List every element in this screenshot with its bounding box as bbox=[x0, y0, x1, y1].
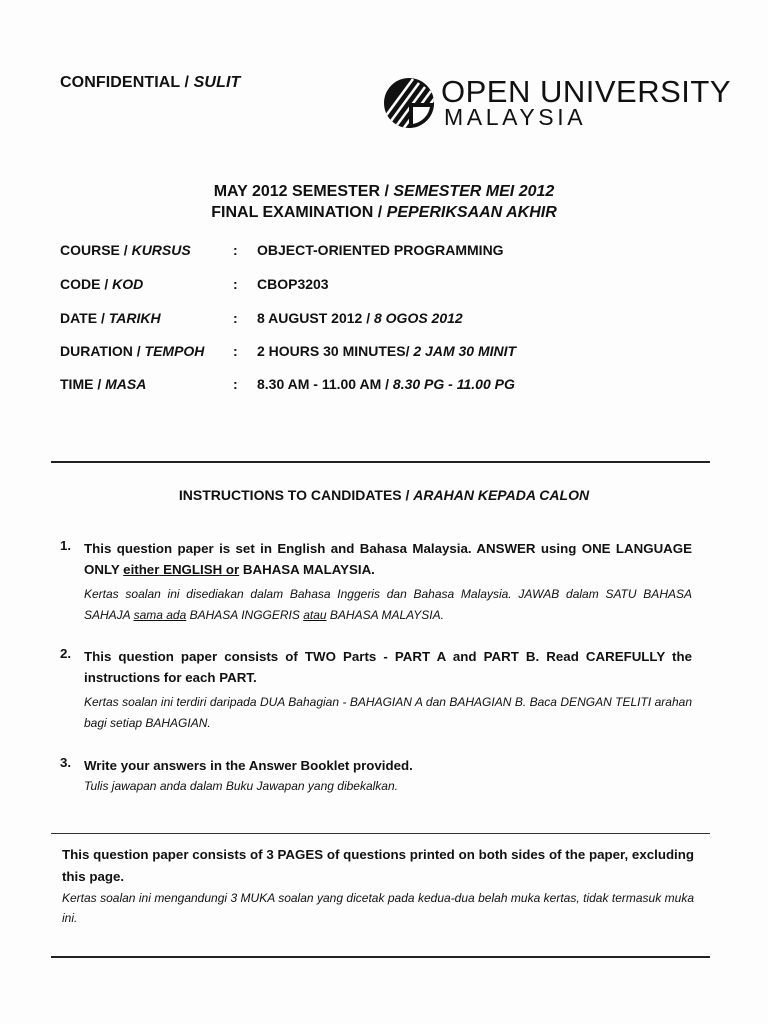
date-label-sep: / bbox=[97, 310, 109, 326]
code-colon: : bbox=[233, 276, 238, 292]
instruction-item-2 bbox=[60, 646, 692, 734]
code-label-sep: / bbox=[100, 276, 113, 292]
page-count-note-my: Kertas soalan ini mengandungi 3 MUKA soalan yang dicetak pada kedua-dua belah muka kertas, tidak termasuk muka ini. bbox=[62, 891, 694, 925]
instruction-item-3 bbox=[60, 755, 692, 797]
semester-my: SEMESTER MEI 2012 bbox=[393, 183, 555, 200]
code-value: CBOP3203 bbox=[257, 276, 329, 292]
logo-university-name: OPEN UNIVERSITY bbox=[441, 74, 731, 109]
date-value-sep: / bbox=[362, 310, 374, 326]
instruction-1-en-either: either bbox=[123, 562, 160, 577]
instruction-1-my-part-b: BAHASA INGGERIS bbox=[186, 608, 304, 622]
course-label-en: COURSE bbox=[60, 242, 120, 258]
time-value-sep: / bbox=[381, 376, 393, 392]
duration-colon: : bbox=[233, 343, 238, 359]
divider-top bbox=[51, 461, 710, 463]
course-value: OBJECT-ORIENTED PROGRAMMING bbox=[257, 242, 504, 258]
date-value-en: 8 AUGUST 2012 bbox=[257, 310, 363, 326]
duration-label-my: TEMPOH bbox=[144, 343, 205, 359]
time-value-my: 8.30 PG - 11.00 PG bbox=[392, 376, 515, 392]
exam-heading bbox=[0, 204, 768, 222]
divider-middle bbox=[51, 833, 710, 834]
instruction-1-my-part-a: Kertas soalan ini disediakan dalam Bahasa Inggeris dan Bahasa Malaysia. JAWAB dalam SATU BAHASA SAHAJA bbox=[84, 587, 692, 622]
course-label-my: KURSUS bbox=[131, 242, 191, 258]
course-colon: : bbox=[233, 242, 238, 258]
instructions-title-sep: / bbox=[401, 487, 414, 503]
time-colon: : bbox=[233, 376, 238, 392]
instructions-title-en: INSTRUCTIONS TO CANDIDATES bbox=[178, 487, 402, 503]
confidential-separator: / bbox=[180, 74, 194, 91]
instruction-text-my-1 bbox=[84, 584, 692, 626]
date-label-my: TARIKH bbox=[108, 310, 161, 326]
exam-my: PEPERIKSAAN AKHIR bbox=[386, 204, 557, 221]
university-logo bbox=[383, 74, 731, 135]
exam-separator: / bbox=[373, 204, 387, 221]
instruction-1-my-part-c: BAHASA MALAYSIA. bbox=[326, 608, 444, 622]
instruction-1-en-or: or bbox=[222, 562, 240, 577]
time-label-en: TIME bbox=[60, 376, 94, 392]
divider-bottom bbox=[51, 956, 710, 958]
instruction-text-my-2: Kertas soalan ini terdiri daripada DUA Bahagian - BAHAGIAN A dan BAHAGIAN B. Baca DENGAN TELITI arahan bagi setiap BAHAGIAN. bbox=[84, 695, 692, 730]
instruction-number-1: 1. bbox=[60, 538, 72, 553]
time-value-en: 8.30 AM - 11.00 AM bbox=[257, 376, 382, 392]
logo-country-name: MALAYSIA bbox=[444, 104, 587, 130]
instruction-1-en-part-a: This question paper is set in English and Bahasa Malaysia. ANSWER using ONE LANGUAGE ONLY bbox=[84, 541, 692, 577]
instruction-number-2: 2. bbox=[60, 646, 72, 661]
instructions-title-my: ARAHAN KEPADA CALON bbox=[413, 487, 590, 503]
instruction-text-en-2: This question paper consists of TWO Parts - PART A and PART B. Read CAREFULLY the instructions for each PART. bbox=[84, 649, 692, 685]
instruction-1-my-sama-ada: sama ada bbox=[133, 608, 187, 622]
instruction-item-1 bbox=[60, 538, 692, 626]
confidential-label bbox=[60, 74, 240, 92]
time-label-sep: / bbox=[93, 376, 106, 392]
exam-en: FINAL EXAMINATION bbox=[211, 204, 374, 221]
open-university-malaysia-logo-mark-icon bbox=[383, 77, 435, 129]
time-label-my: MASA bbox=[105, 376, 147, 392]
semester-separator: / bbox=[380, 183, 394, 200]
instruction-1-my-atau: atau bbox=[303, 608, 327, 622]
code-label-my: KOD bbox=[112, 276, 144, 292]
semester-heading bbox=[0, 183, 768, 201]
date-label-en: DATE bbox=[60, 310, 98, 326]
semester-en: MAY 2012 SEMESTER bbox=[213, 183, 380, 200]
instruction-text-en-3: Write your answers in the Answer Booklet provided. bbox=[84, 758, 413, 773]
date-colon: : bbox=[233, 310, 238, 326]
duration-label-sep: / bbox=[132, 343, 145, 359]
instruction-1-en-english: ENGLISH bbox=[159, 562, 223, 577]
instruction-text-en-1 bbox=[84, 538, 692, 580]
duration-label-en: DURATION bbox=[60, 343, 133, 359]
instruction-text-my-3: Tulis jawapan anda dalam Buku Jawapan yang dibekalkan. bbox=[84, 779, 398, 793]
date-value-my: 8 OGOS 2012 bbox=[373, 310, 463, 326]
course-label-sep: / bbox=[119, 242, 132, 258]
instruction-1-en-part-c: BAHASA MALAYSIA. bbox=[239, 562, 375, 577]
duration-value-my: 2 JAM 30 MINIT bbox=[413, 343, 517, 359]
confidential-text-en: CONFIDENTIAL bbox=[60, 74, 181, 91]
duration-value-en: 2 HOURS 30 MINUTES/ bbox=[257, 343, 410, 359]
instruction-number-3: 3. bbox=[60, 755, 72, 770]
confidential-text-my: SULIT bbox=[193, 74, 241, 91]
instructions-title bbox=[0, 487, 768, 503]
code-label-en: CODE bbox=[60, 276, 101, 292]
page-count-note-en: This question paper consists of 3 PAGES of questions printed on both sides of the paper, excluding this page. bbox=[62, 847, 694, 884]
